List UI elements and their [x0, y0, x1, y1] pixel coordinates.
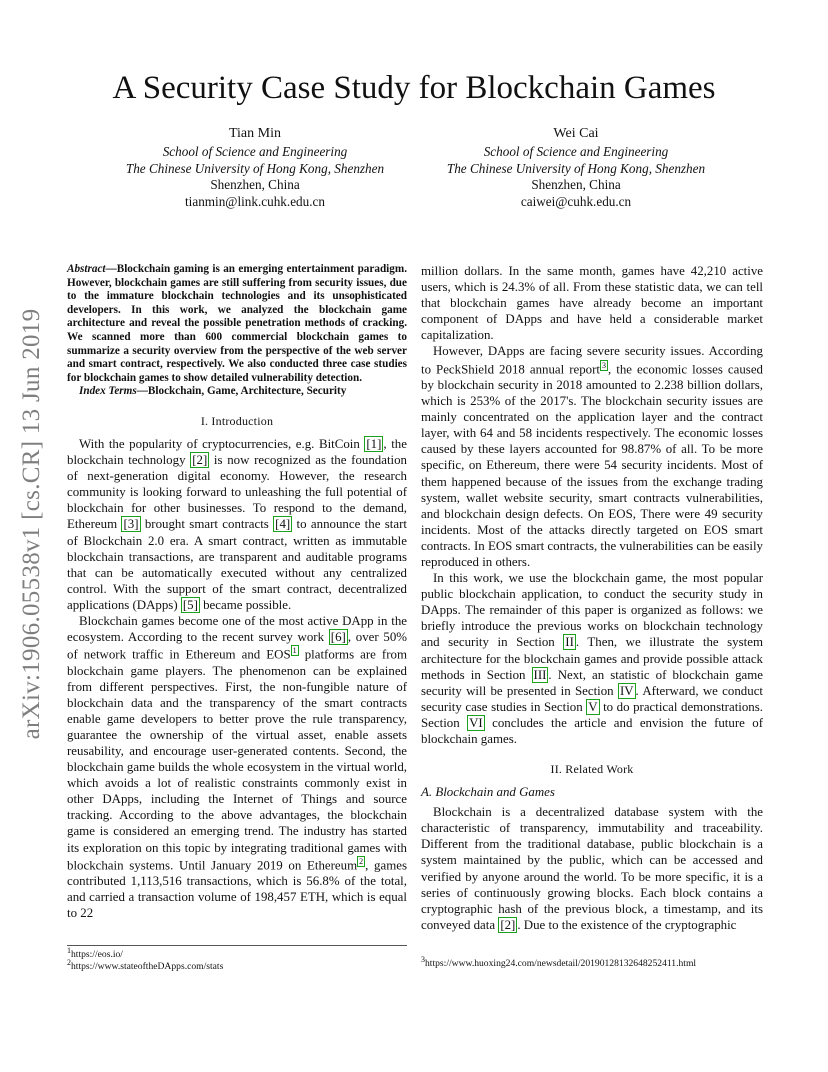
section-heading-introduction: I. Introduction	[200, 413, 274, 428]
section-heading-related-work: II. Related Work	[550, 762, 634, 777]
arxiv-identifier-text: arXiv:1906.05538v1 [cs.CR] 13 Jun 2019	[18, 308, 45, 740]
author-block-2	[406, 124, 746, 210]
abstract	[67, 263, 407, 385]
abstract-label: Abstract	[67, 263, 106, 275]
citation-link[interactable]: [3]	[123, 517, 139, 532]
arxiv-identifier	[12, 289, 52, 759]
subsection-heading: A. Blockchain and Games	[421, 785, 555, 800]
section-link[interactable]: II	[565, 635, 574, 650]
left-column	[67, 263, 407, 921]
citation-link[interactable]: [2]	[192, 453, 208, 468]
author-department: School of Science and Engineering	[162, 144, 348, 159]
section-link[interactable]: V	[588, 699, 598, 714]
intro-paragraph-5: In this work, we use the blockchain game, the most popular public blockchain application, to conduct the security study in DApps. The remainder of this paper is organized as follows: we briefly introduce the previous works on blockchain technology and security in Section II . Then, we illustrate the system architecture for the blockchain games and provide possible attack methods in Section III . Next, an statistic of blockchain game security will be presented in Section IV . Afterward, we conduct security case studies in Section V to do practical demonstrations. Section VI concludes the article and envision the future of blockchain games.	[421, 571, 763, 747]
citation-link[interactable]: [6]	[330, 630, 346, 645]
citation-link[interactable]: [4]	[275, 517, 291, 532]
citation-link[interactable]: [5]	[182, 597, 198, 612]
footnotes-right	[421, 954, 763, 970]
footnotes-left	[67, 945, 407, 974]
intro-paragraph-4: However, DApps are facing severe security issues. According to PeckShield 2018 annual report $^3$ , the economic losses caused by blockchain security in 2018 amounted to 2.238 billion dollars, which is 253% of the 2017's. The blockchain security issues are mainly concentrated on the application layer and the contract layer, with 64 and 58 incidents respectively. The economic losses caused by these layers accounted for 98.87% of all. To be more specific, on Ethereum, there were 54 security incidents. Most of them happened because of the issues from the exchange trading system, wallet website security, smart contracts vulnerabilities, and blockchain design defects. On EOS, There were 49 security incidents. Most of the attacks directly targeted on EOS smart contracts. In EOS smart contracts, the vulnerabilities can be easily reproduced in others.	[421, 344, 763, 569]
section-link[interactable]: VI	[469, 715, 483, 730]
author-name: Wei Cai	[553, 126, 599, 141]
footnote-link[interactable]: 3	[602, 360, 606, 370]
footnote-3: $^3$https://www.huoxing24.com/newsdetail/20190128132648252411.html	[421, 954, 697, 969]
author-location: Shenzhen, China	[531, 177, 621, 193]
author-department: School of Science and Engineering	[483, 144, 669, 159]
index-terms-label: Index Terms	[79, 385, 137, 398]
author-university: The Chinese University of Hong Kong, Shenzhen	[446, 160, 706, 176]
abstract-text: —Blockchain gaming is an emerging entertainment paradigm. However, blockchain games are still suffering from security issues, due to the immature blockchain technologies and its unsophisticated developers. In this work, we analyzed the blockchain game architecture and reveal the possible penetration methods of cracking. We scanned more than 600 commercial blockchain games to summarize a security overview from the perspective of the web server and smart contract, respectively. We also conducted three case studies for blockchain games to show detailed vulnerability detection.	[67, 263, 407, 384]
index-terms	[67, 385, 407, 399]
paper-title: A Security Case Study for Blockchain Games	[112, 70, 716, 106]
author-email[interactable]: caiwei@cuhk.edu.cn	[520, 193, 632, 209]
intro-paragraph-1: With the popularity of cryptocurrencies, e.g. BitCoin [1] , the blockchain technology [2] is now recognized as the foundation of next-generation digital economy. However, the research community is looking forward to unleashing the full potential of blockchain for other businesses. To respond to the demand, Ethereum [3] brought smart contracts [4] to announce the start of Blockchain 2.0 era. A smart contract, written as immutable blockchain transactions, are transparent and auditable programs that can be automatically executed without any centralized control. With the support of the smart contract, decentralized applications (DApps) [5] became possible.	[67, 436, 407, 612]
intro-paragraph-3: million dollars. In the same month, games have 42,210 active users, which is 24.3% of all. From these statistic data, we can tell that blockchain games have already become an important component of DApps and have held a considerable market capitalization.	[421, 264, 763, 343]
author-location: Shenzhen, China	[210, 177, 300, 193]
section-link[interactable]: IV	[619, 683, 634, 698]
footnote-link[interactable]: 1	[292, 646, 297, 656]
author-university: The Chinese University of Hong Kong, Shenzhen	[125, 160, 385, 176]
footnote-link[interactable]: 2	[359, 856, 364, 866]
author-name: Tian Min	[228, 126, 281, 141]
index-terms-text: —Blockchain, Game, Architecture, Security	[136, 385, 347, 398]
citation-link[interactable]: [2]	[500, 917, 516, 932]
citation-link[interactable]: [1]	[366, 436, 382, 451]
intro-paragraph-2: Blockchain games become one of the most active DApp in the ecosystem. According to the recent survey work [6] , over 50% of network traffic in Ethereum and EOS $^1$ platforms are from blockchain game players. The phenomenon can be explained from different perspectives. First, the non-fungible nature of blockchain data and the transparency of the smart contracts enable game developers to better prove the rule transparency, guarantee the ownership of the virtual asset, enable assets reusability, and encourage user-generated contents. Second, the blockchain game builds the whole ecosystem in the virtual world, which avoids a lot of realistic constraints commonly exist in other DApps, including the Internet of Things and source tracking. According to the above advantages, the blockchain game is considered an emerging trend. The industry has started its exploration on this topic by integrating traditional games with blockchain systems. Until January 2019 on Ethereum $^2$ , games contributed 1,113,516 transactions, which is 56.8% of the total, and carried a transaction volume of 198,457 ETH, which is equal to 22	[67, 613, 408, 921]
author-block-1	[85, 124, 425, 210]
related-work-paragraph-1: Blockchain is a decentralized database system with the characteristic of transparency, immutability and traceability. Different from the traditional database, public blockchain is a system maintained by the public, which can be accessed and verified by anyone around the world. To be more specific, it is a series of continuously growing blocks. Each block contains a cryptographic hash of the previous block, a timestamp, and its conveyed data [2] . Due to the existence of the cryptographic	[421, 805, 763, 932]
author-email[interactable]: tianmin@link.cuhk.edu.cn	[185, 193, 325, 209]
footnote-1: $^1$https://eos.io/	[67, 945, 123, 960]
footnote-2: $^2$https://www.stateoftheDApps.com/stats	[67, 958, 224, 973]
section-link[interactable]: III	[533, 667, 547, 682]
right-column	[421, 263, 763, 933]
